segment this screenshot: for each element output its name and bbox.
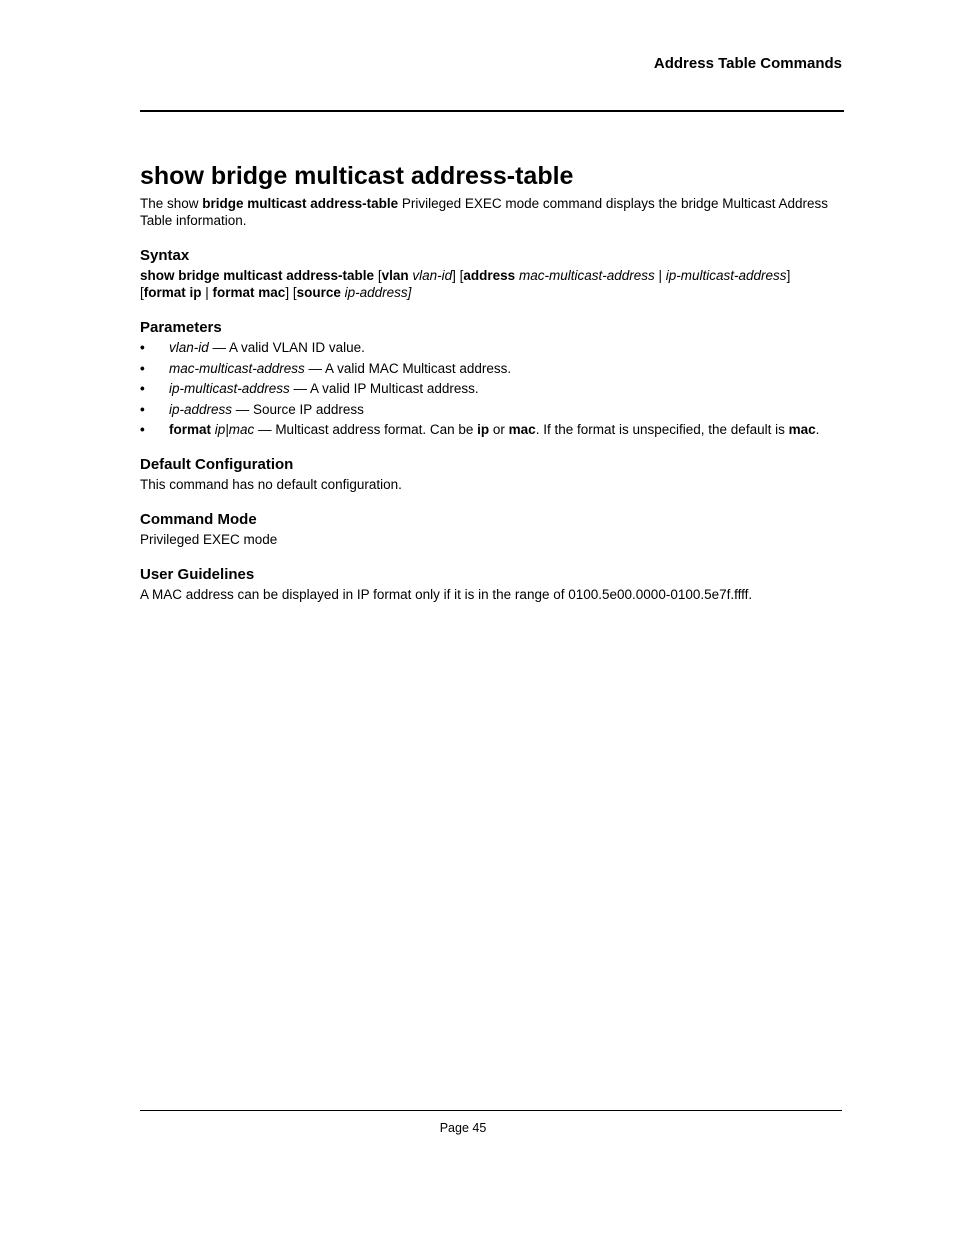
bullet-icon: • <box>140 340 145 355</box>
bullet-icon: • <box>140 401 145 417</box>
running-header: Address Table Commands <box>653 55 842 72</box>
text-run: [ <box>374 268 382 283</box>
intro-text-post: Privileged EXEC mode command displays the bridge Multicast Address Table information. <box>140 196 829 228</box>
bullet-icon: • <box>140 381 145 396</box>
italic-text: mac-multicast-address <box>518 268 655 283</box>
page-content <box>140 161 850 603</box>
parameter-item <box>140 380 850 397</box>
user-guidelines-text: A MAC address can be displayed in IP format only if it is in the range of 0100.5e00.0000-0100.5e7f.ffff. <box>140 587 753 602</box>
text-run: ] [ <box>452 268 464 283</box>
text-run: or <box>489 422 509 437</box>
text-run: | <box>201 285 213 300</box>
parameter-item <box>140 401 850 418</box>
bullet-icon: • <box>140 422 145 437</box>
text-run: — A valid IP Multicast address. <box>289 381 479 396</box>
italic-text: ip-address] <box>344 285 412 300</box>
italic-text: ip|mac <box>214 422 255 437</box>
text-run: — Source IP address <box>232 401 364 417</box>
bold-text: format <box>169 422 212 437</box>
bold-text: ip <box>477 422 490 437</box>
text-run: — A valid MAC Multicast address. <box>304 360 512 376</box>
parameter-item <box>140 360 850 377</box>
text-run: — A valid VLAN ID value. <box>208 340 365 355</box>
text-run: ] [ <box>285 285 297 300</box>
text-run: [ <box>140 285 144 300</box>
italic-text: mac-multicast-address <box>169 360 305 376</box>
italic-text: vlan-id <box>412 268 453 283</box>
bold-text: show bridge multicast address-table <box>140 268 375 283</box>
bold-text: format mac <box>212 285 286 300</box>
italic-text: ip-multicast-address <box>169 381 290 396</box>
bold-text: format ip <box>143 285 202 300</box>
intro-text-pre: The show <box>140 196 203 211</box>
bullet-icon: • <box>140 360 145 376</box>
italic-text: ip-multicast-address <box>665 268 787 283</box>
command-mode-text: Privileged EXEC mode <box>140 532 278 547</box>
user-guidelines-heading: User Guidelines <box>140 566 255 583</box>
page-title: show bridge multicast address-table <box>140 162 574 190</box>
italic-text: ip-address <box>169 401 233 417</box>
bold-text: source <box>296 285 341 300</box>
bold-text: mac <box>788 422 816 437</box>
header-rule <box>140 110 844 112</box>
text-run: | <box>654 268 666 283</box>
command-mode-heading: Command Mode <box>140 511 257 528</box>
text-run: . <box>815 422 820 437</box>
intro-command-name: bridge multicast address-table <box>202 196 399 211</box>
bold-text: vlan <box>381 268 409 283</box>
parameters-heading: Parameters <box>140 319 222 336</box>
syntax-line-1 <box>140 267 850 284</box>
syntax-heading: Syntax <box>140 247 190 264</box>
default-configuration-heading: Default Configuration <box>140 456 294 473</box>
text-run: — Multicast address format. Can be <box>254 422 478 437</box>
parameters-list <box>140 339 850 438</box>
bold-text: address <box>463 268 516 283</box>
parameter-item <box>140 339 850 356</box>
syntax-line-2 <box>140 284 850 301</box>
default-configuration-text: This command has no default configuration. <box>140 477 402 492</box>
intro-paragraph <box>140 195 850 229</box>
page-number: Page 45 <box>439 1121 487 1135</box>
italic-text: vlan-id <box>169 340 209 355</box>
parameter-item <box>140 421 850 438</box>
footer-rule <box>140 1110 842 1111</box>
text-run: . If the format is unspecified, the default is <box>535 422 789 437</box>
text-run: ] <box>786 268 791 283</box>
bold-text: mac <box>508 422 536 437</box>
